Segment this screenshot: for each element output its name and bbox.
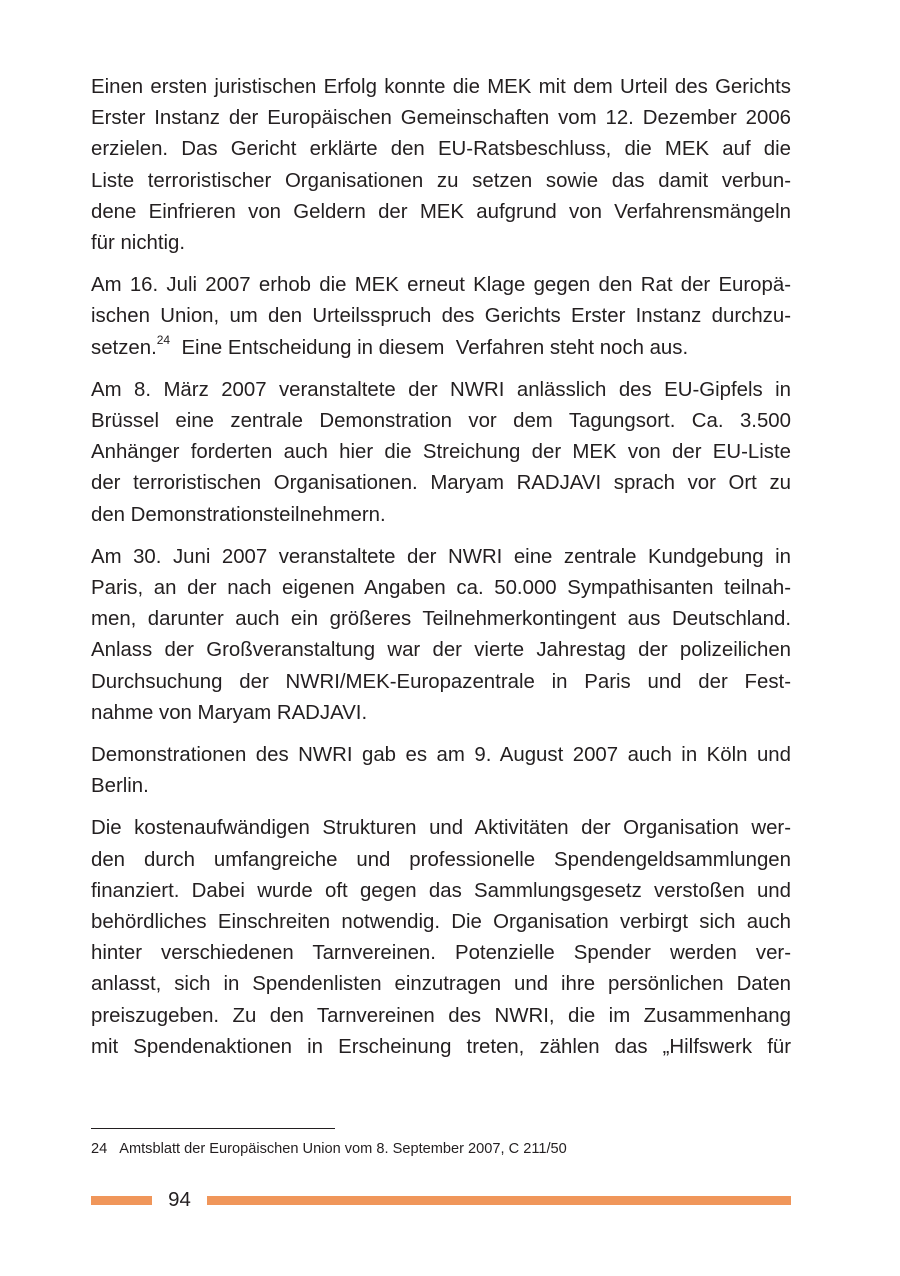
text-line: Erster Instanz der Europäischen Gemeinschaften vom 12. Dezember 2006 bbox=[91, 107, 791, 130]
paragraph-2 bbox=[91, 270, 791, 364]
text-line: Anhänger forderten auch hier die Streichung der MEK von der EU-Liste bbox=[91, 441, 791, 464]
text-line: hinter verschiedenen Tarnvereinen. Potenzielle Spender werden ver- bbox=[91, 942, 791, 965]
text-line: ischen Union, um den Urteilsspruch des Gerichts Erster Instanz durchzu- bbox=[91, 305, 791, 328]
text-line: Liste terroristischer Organisationen zu setzen sowie das damit verbun- bbox=[91, 169, 791, 192]
text-fragment: Eine Entscheidung in diesem Verfahren steht noch aus. bbox=[170, 336, 689, 359]
paragraph-3 bbox=[91, 375, 791, 531]
text-line: Am 30. Juni 2007 veranstaltete der NWRI eine zentrale Kundgebung in bbox=[91, 545, 791, 568]
footnote-reference[interactable]: 24 bbox=[156, 332, 171, 347]
text-line: Paris, an der nach eigenen Angaben ca. 50.000 Sympathisanten teilnah- bbox=[91, 577, 791, 600]
footnote bbox=[91, 1140, 567, 1158]
text-line: den durch umfangreiche und professionelle Spendengeldsammlungen bbox=[91, 848, 791, 871]
text-line: behördliches Einschreiten notwendig. Die Organisation verbirgt sich auch bbox=[91, 911, 791, 934]
paragraph-1 bbox=[91, 72, 791, 259]
footer-accent-bar-right bbox=[207, 1196, 791, 1205]
text-line: den Demonstrationsteilnehmern. bbox=[91, 503, 386, 526]
text-line: nahme von Maryam RADJAVI. bbox=[91, 701, 368, 724]
text-line bbox=[91, 333, 791, 364]
text-line: dene Einfrieren von Geldern der MEK aufgrund von Verfahrensmängeln bbox=[91, 200, 791, 223]
footnote-text: Amtsblatt der Europäischen Union vom 8. September 2007, C 211/50 bbox=[119, 1141, 567, 1157]
text-line: anlasst, sich in Spendenlisten einzutragen und ihre persönlichen Daten bbox=[91, 973, 791, 996]
text-line: Anlass der Großveranstaltung war der vierte Jahrestag der polizeilichen bbox=[91, 639, 791, 662]
text-line: men, darunter auch ein größeres Teilnehmerkontingent aus Deutschland. bbox=[91, 608, 791, 631]
text-line: Einen ersten juristischen Erfolg konnte die MEK mit dem Urteil des Gerichts bbox=[91, 76, 791, 98]
footer-accent-bar-left bbox=[91, 1196, 152, 1205]
paragraph-6 bbox=[91, 813, 791, 1063]
text-line: für nichtig. bbox=[91, 232, 186, 255]
text-line: Demonstrationen des NWRI gab es am 9. August 2007 auch in Köln und bbox=[91, 744, 791, 767]
text-line: Am 16. Juli 2007 erhob die MEK erneut Klage gegen den Rat der Europä- bbox=[91, 274, 791, 297]
text-line: erzielen. Das Gericht erklärte den EU-Ratsbeschluss, die MEK auf die bbox=[91, 138, 791, 161]
text-line: finanziert. Dabei wurde oft gegen das Sammlungsgesetz verstoßen und bbox=[91, 879, 791, 902]
body-text bbox=[91, 72, 791, 1074]
text-line: Am 8. März 2007 veranstaltete der NWRI anlässlich des EU-Gipfels in bbox=[91, 378, 791, 401]
footnote-divider bbox=[91, 1128, 335, 1129]
paragraph-4 bbox=[91, 542, 791, 729]
page-number: 94 bbox=[168, 1189, 191, 1211]
text-line: Brüssel eine zentrale Demonstration vor dem Tagungsort. Ca. 3.500 bbox=[91, 410, 791, 433]
footnote-number: 24 bbox=[91, 1141, 108, 1157]
text-line: der terroristischen Organisationen. Maryam RADJAVI sprach vor Ort zu bbox=[91, 472, 791, 495]
text-line: Berlin. bbox=[91, 775, 149, 798]
text-line: Die kostenaufwändigen Strukturen und Aktivitäten der Organisation wer- bbox=[91, 817, 791, 840]
text-line: mit Spendenaktionen in Erscheinung treten, zählen das „Hilfswerk für bbox=[91, 1035, 791, 1058]
text-line: preiszugeben. Zu den Tarnvereinen des NWRI, die im Zusammenhang bbox=[91, 1004, 791, 1027]
text-fragment: setzen. bbox=[91, 336, 157, 359]
paragraph-5 bbox=[91, 740, 791, 802]
text-line: Durchsuchung der NWRI/MEK-Europazentrale in Paris und der Fest- bbox=[91, 670, 791, 693]
